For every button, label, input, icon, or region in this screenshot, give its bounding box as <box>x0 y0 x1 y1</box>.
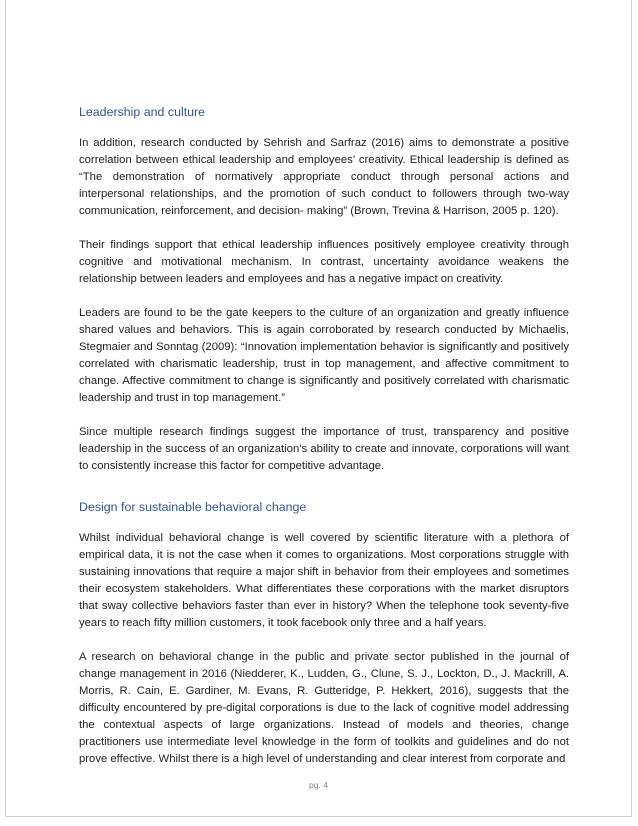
paragraph: Whilst individual behavioral change is well covered by scientific literature with a plethora of empirical data, it is not the case when it comes to organizations. Most corporations struggle with sustaining innovations that require a major shift in behavior from their employees and sometimes their ecosystem stakeholders. What differentiates these corporations with the market disruptors that sway collective behaviors faster than ever in history? When the telephone took seventy-five years to reach fifty million customers, it took facebook only three and a half years. <box>79 532 569 629</box>
page-number: pg. 4 <box>309 780 328 790</box>
paragraph: A research on behavioral change in the public and private sector published in the journal of change management in 2016 (Niedderer, K., Ludden, G., Clune, S. J., Lockton, D., J. Mackrill, A. Morris, R. Cain, E. Gardiner, M. Evans, R. Gutteridge, P. Hekkert, 2016), suggests that the difficulty encountered by pre-digital corporations is due to the lack of cognitive model addressing the contextual aspects of large organizations. Instead of models and theories, change practitioners use intermediate level knowledge in the form of toolkits and guidelines and do not prove effective. Whilst there is a high level of understanding and clear interest from corporate and <box>79 651 569 765</box>
section-heading-leadership: Leadership and culture <box>79 105 206 119</box>
document-page <box>5 0 632 817</box>
paragraph: Since multiple research findings suggest the importance of trust, transparency and positive leadership in the success of an organization’s ability to create and innovate, corporations will want to consistently increase this factor for competitive advantage. <box>79 426 569 472</box>
document-body <box>79 104 569 785</box>
paragraph: In addition, research conducted by Sehrish and Sarfraz (2016) aims to demonstrate a positive correlation between ethical leadership and employees’ creativity. Ethical leadership is defined as “The demonstration of normatively appropriate conduct through personal actions and interpersonal relationships, and the promotion of such conduct to followers through two-way communication, reinforcement, and decision- making” (Brown, Trevina & Harrison, 2005 p. 120). <box>79 137 569 217</box>
paragraph: Their findings support that ethical leadership influences positively employee creativity through cognitive and motivational mechanism. In contrast, uncertainty avoidance weakens the relationship between leaders and employees and has a negative impact on creativity. <box>79 239 569 285</box>
paragraph: Leaders are found to be the gate keepers to the culture of an organization and greatly influence shared values and behaviors. This is again corroborated by research conducted by Michaelis, Stegmaier and Sonntag (2009): “Innovation implementation behavior is significantly and positively correlated with charismatic leadership, trust in top management, and affective commitment to change. Affective commitment to change is significantly and positively correlated with charismatic leadership and trust in top management.” <box>79 307 569 404</box>
section-heading-behavioral-change: Design for sustainable behavioral change <box>79 500 307 514</box>
